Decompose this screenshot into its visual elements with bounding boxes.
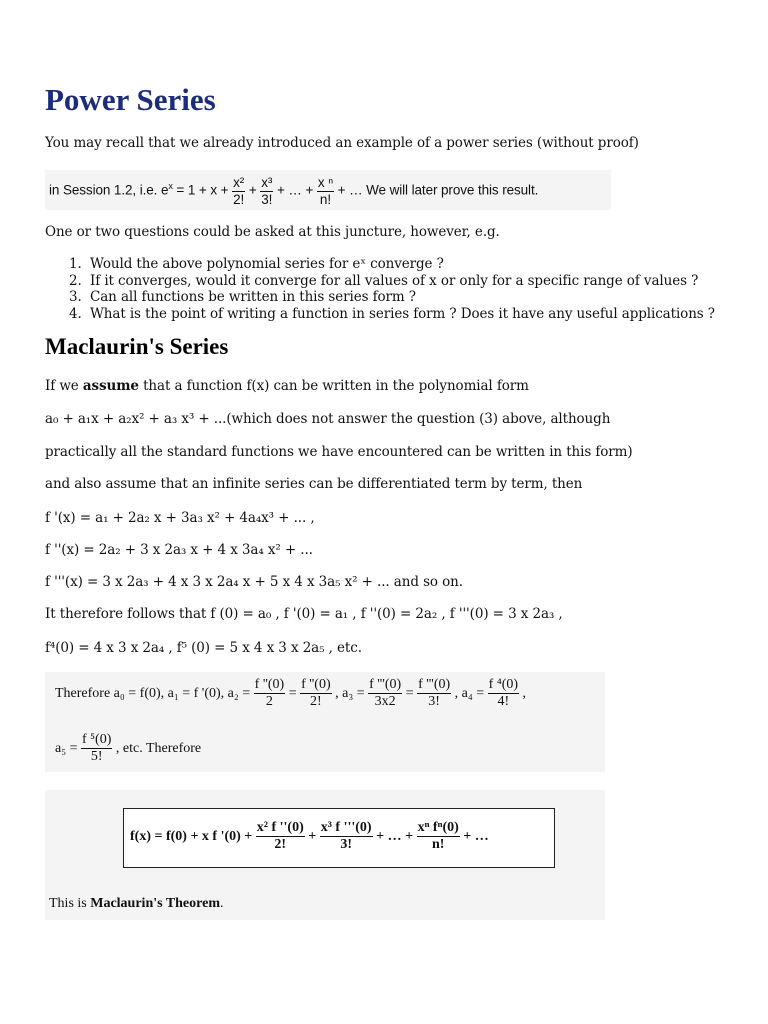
xn-denominator: n!: [319, 191, 331, 207]
a5-label: a₅ =: [55, 740, 81, 756]
frac-numerator: f ⁵(0): [81, 732, 112, 749]
question-text: Can all functions be written in this series form ?: [90, 289, 416, 305]
x3-denominator: 3!: [261, 191, 273, 207]
assume-pre: If we: [45, 378, 83, 394]
frac-denominator: 2!: [310, 694, 322, 710]
a4-label: , a₄ =: [451, 685, 488, 701]
session-tail: + … We will later prove this result.: [334, 182, 539, 198]
polynomial-line: a₀ + a₁x + a₂x² + a₃ x³ + ...(which does not answer the question (3) above, although: [45, 411, 611, 427]
list-number: 2.: [69, 272, 82, 289]
question-text: If it converges, would it converge for all values of x or only for a specific range of values ?: [90, 272, 699, 289]
frac-numerator: f ''(0): [300, 677, 332, 694]
frac-denominator: 3x2: [374, 694, 396, 710]
intro-text: You may recall that we already introduced an example of a power series (without proof): [45, 135, 639, 151]
infinite-line: and also assume that an infinite series can be differentiated term by term, then: [45, 476, 583, 492]
session-sup: x: [168, 181, 173, 192]
session-formula-image: [45, 170, 611, 210]
comma: ,: [519, 685, 527, 701]
frac-denominator: 3!: [340, 837, 352, 853]
frac-numerator: f '''(0): [417, 677, 451, 694]
equals: =: [285, 685, 301, 701]
session-plus-2: +: [245, 182, 261, 198]
therefore-lead: Therefore a₀ = f(0), a₁ = f '(0), a₂ =: [55, 685, 254, 701]
frac-denominator: n!: [431, 837, 445, 853]
session-dots: + … +: [273, 182, 317, 198]
list-item: [45, 256, 715, 273]
x3-numerator: x³: [261, 175, 273, 190]
list-item: [45, 289, 715, 306]
second-derivative: f ''(x) = 2a₂ + 3 x 2a₃ x + 4 x 3a₄ x² + ...: [45, 542, 313, 558]
list-number: 1.: [69, 256, 82, 272]
question-text: Would the above polynomial series for eˣ converge ?: [90, 256, 444, 272]
frac-numerator: f '''(0): [368, 677, 402, 694]
frac-numerator: x² f ''(0): [256, 820, 305, 837]
session-eq: = 1 +: [172, 182, 211, 198]
assume-post: that a function f(x) can be written in the polynomial form: [138, 378, 529, 394]
tail-dots: + …: [459, 828, 489, 844]
frac-denominator: 4!: [497, 694, 510, 710]
first-derivative: f '(x) = a₁ + 2a₂ x + 3a₃ x² + 4a₄x³ + ... ,: [45, 510, 315, 526]
theorem-box: [123, 808, 555, 868]
coefficients-image: [45, 672, 605, 772]
questions-list: [45, 256, 715, 322]
theorem-image: [45, 790, 605, 920]
frac-numerator: xⁿ fⁿ(0): [417, 820, 460, 837]
third-derivative: f '''(x) = 3 x 2a₃ + 4 x 3 x 2a₄ x + 5 x 4 x 3a₅ x² + ... and so on.: [45, 574, 463, 590]
x2-denominator: 2!: [233, 191, 245, 207]
page-title: Power Series: [45, 82, 216, 117]
theorem-lead: f(x) = f(0) + x f '(0) +: [130, 828, 256, 844]
frac-numerator: f ''(0): [254, 677, 286, 694]
session-pre: in Session 1.2, i.e. e: [49, 182, 169, 198]
etc-therefore: , etc. Therefore: [112, 740, 202, 756]
frac-denominator: 2!: [274, 837, 287, 853]
list-item: [45, 306, 715, 323]
theorem-pre: This is: [49, 896, 91, 911]
frac-numerator: x³ f '''(0): [320, 820, 373, 837]
plus-dots: + … +: [372, 828, 417, 844]
frac-denominator: 2: [265, 694, 273, 710]
list-item: [45, 273, 715, 290]
frac-denominator: 3!: [428, 694, 440, 710]
session-plus: +: [217, 182, 233, 198]
equals: =: [402, 685, 418, 701]
frac-denominator: 5!: [90, 749, 103, 765]
section-title: Maclaurin's Series: [45, 334, 229, 359]
a3-label: , a₃ =: [331, 685, 369, 701]
follows-line: It therefore follows that f (0) = a₀ , f '(0) = a₁ , f ''(0) = 2a₂ , f '''(0) = 3 x 2a₃ ,: [45, 606, 563, 622]
questions-intro: One or two questions could be asked at this juncture, however, e.g.: [45, 224, 500, 240]
xn-numerator: x ⁿ: [317, 175, 334, 190]
frac-numerator: f ⁴(0): [488, 677, 519, 694]
x2-numerator: x²: [233, 175, 245, 190]
plus: +: [304, 828, 320, 844]
list-number: 3.: [69, 289, 82, 305]
theorem-post: .: [220, 896, 224, 911]
assume-line: [45, 378, 529, 394]
question-text: What is the point of writing a function in series form ? Does it have any useful applications ?: [90, 305, 715, 322]
assume-bold: assume: [82, 378, 139, 394]
practically-line: practically all the standard functions we have encountered can be written in this form): [45, 444, 633, 460]
session-x: x: [210, 182, 218, 198]
list-number: 4.: [69, 305, 82, 322]
theorem-caption: [49, 896, 224, 912]
f4-line: f⁴(0) = 4 x 3 x 2a₄ , f⁵ (0) = 5 x 4 x 3 x 2a₅ , etc.: [45, 640, 362, 656]
theorem-name: Maclaurin's Theorem: [90, 896, 220, 911]
